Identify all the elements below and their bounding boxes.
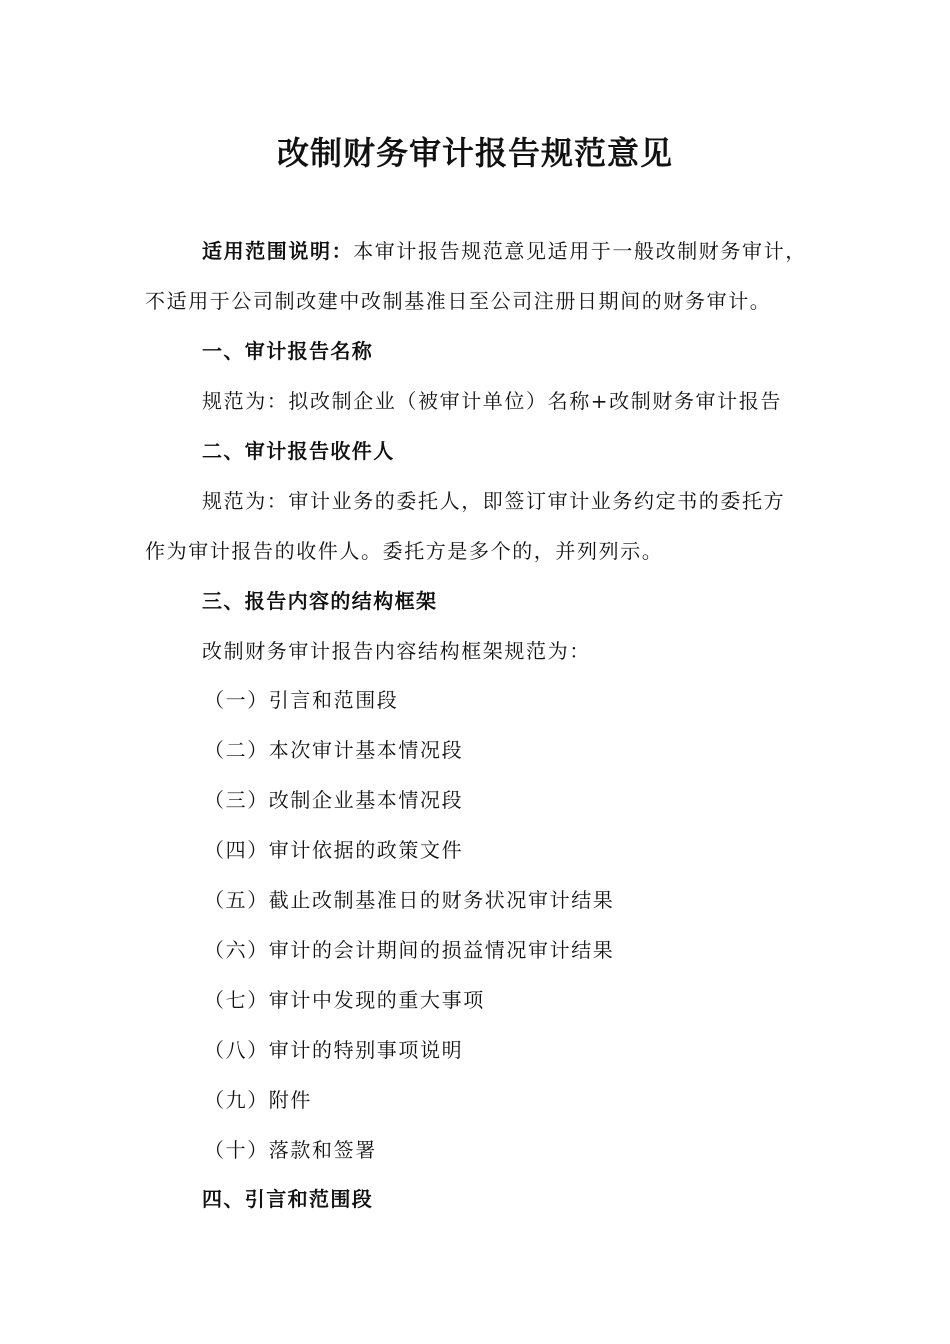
list-item: （二）本次审计基本情况段: [204, 738, 464, 762]
section-3-intro: 改制财务审计报告内容结构框架规范为：: [202, 639, 591, 663]
list-item: （六）审计的会计期间的损益情况审计结果: [204, 938, 615, 962]
list-item: （九）附件: [204, 1088, 312, 1112]
section-heading-2: 二、审计报告收件人: [202, 439, 395, 463]
list-item: （三）改制企业基本情况段: [204, 788, 464, 812]
list-item: （一）引言和范围段: [204, 688, 399, 712]
scope-paragraph-line-1: [202, 236, 807, 266]
section-heading-4: 四、引言和范围段: [202, 1187, 374, 1211]
scope-label: 适用范围说明：: [202, 239, 354, 263]
document-title: 改制财务审计报告规范意见: [276, 134, 673, 172]
section-2-text-line-2: 作为审计报告的收件人。委托方是多个的，并列列示。: [145, 539, 664, 563]
list-item: （十）落款和签署: [204, 1138, 377, 1162]
scope-text-1: 本审计报告规范意见适用于一般改制财务审计，: [353, 239, 807, 263]
list-item: （四）审计依据的政策文件: [204, 838, 464, 862]
section-2-text-line-1: 规范为：审计业务的委托人，即签订审计业务约定书的委托方: [202, 489, 786, 513]
section-heading-1: 一、审计报告名称: [202, 339, 374, 363]
scope-paragraph-line-2: 不适用于公司制改建中改制基准日至公司注册日期间的财务审计。: [145, 289, 772, 313]
list-item: （五）截止改制基准日的财务状况审计结果: [204, 888, 615, 912]
list-item: （七）审计中发现的重大事项: [204, 988, 485, 1012]
section-1-text: 规范为：拟改制企业（被审计单位）名称+改制财务审计报告: [202, 389, 782, 413]
list-item: （八）审计的特别事项说明: [204, 1038, 464, 1062]
section-heading-3: 三、报告内容的结构框架: [202, 589, 438, 613]
